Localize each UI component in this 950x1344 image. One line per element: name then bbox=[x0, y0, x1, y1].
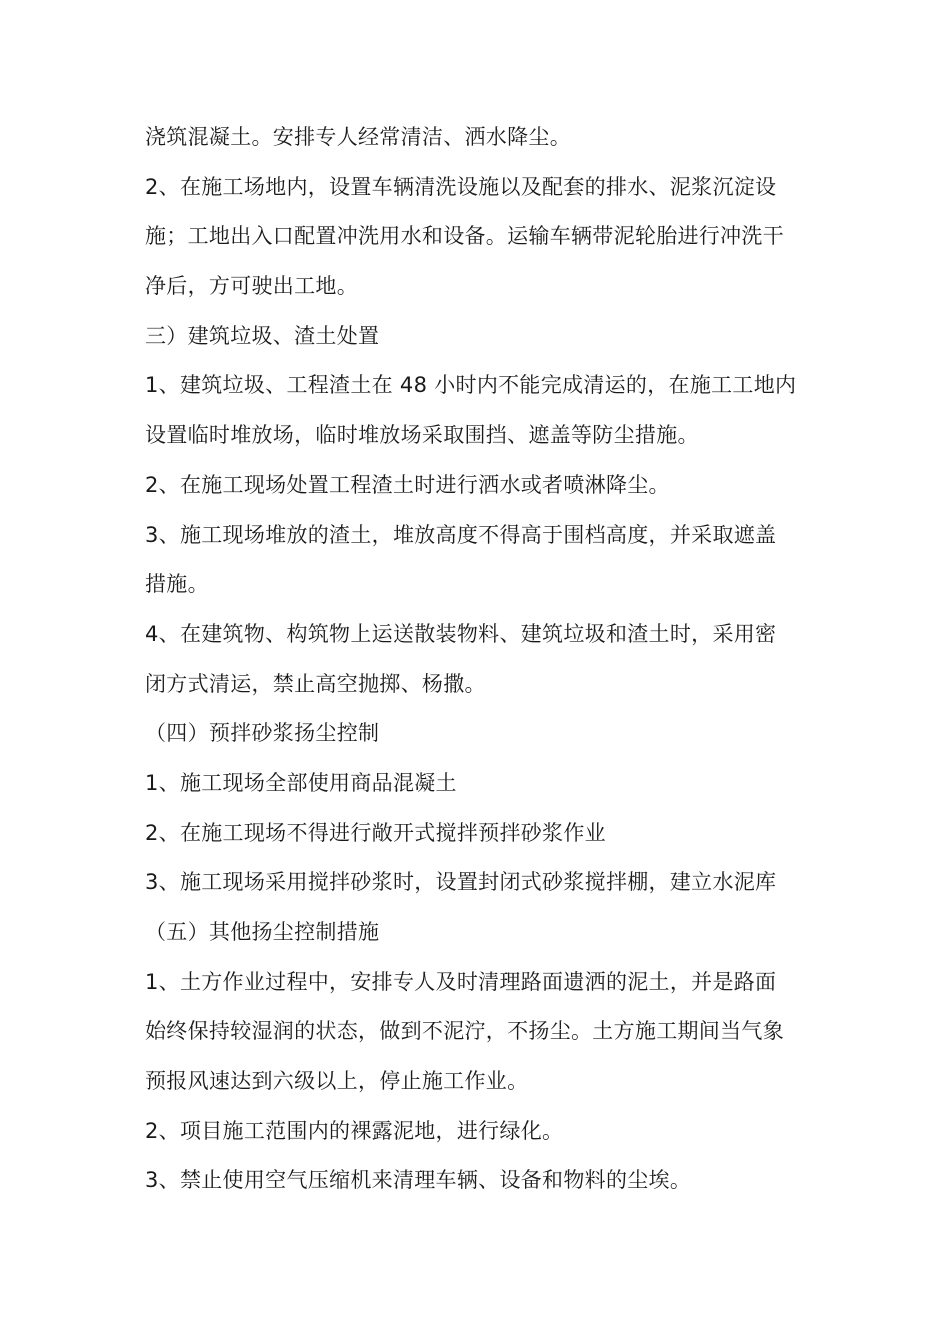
text-line: 始终保持较湿润的状态，做到不泥泞，不扬尘。土方施工期间当气象 bbox=[145, 1019, 784, 1044]
section-heading: （五）其他扬尘控制措施 bbox=[145, 920, 380, 944]
text-line: 2、项目施工范围内的裸露泥地，进行绿化。 bbox=[145, 1118, 564, 1143]
text-line: 浇筑混凝土。安排专人经常清洁、洒水降尘。 bbox=[145, 125, 571, 149]
text-line: 4、在建筑物、构筑物上运送散装物料、建筑垃圾和渣土时，采用密 bbox=[145, 621, 777, 646]
text-line: 2、在施工场地内，设置车辆清洗设施以及配套的排水、泥浆沉淀设 bbox=[145, 174, 777, 199]
text-line: 2、在施工现场不得进行敞开式搅拌预拌砂浆作业 bbox=[145, 820, 606, 845]
text-line: 1、施工现场全部使用商品混凝土 bbox=[145, 770, 457, 795]
text-line: 净后，方可驶出工地。 bbox=[145, 274, 358, 299]
text-line: 3、施工现场采用搅拌砂浆时，设置封闭式砂浆搅拌棚，建立水泥库 bbox=[145, 870, 777, 895]
text-line: 3、禁止使用空气压缩机来清理车辆、设备和物料的尘埃。 bbox=[145, 1168, 692, 1193]
text-line: 闭方式清运，禁止高空抛掷、杨撒。 bbox=[145, 671, 486, 696]
text-line: 1、建筑垃圾、工程渣土在 48 小时内不能完成清运的，在施工工地内 bbox=[145, 373, 797, 398]
text-line: 设置临时堆放场，临时堆放场采取围挡、遮盖等防尘措施。 bbox=[145, 423, 699, 448]
text-line: 2、在施工现场处置工程渣土时进行洒水或者喷淋降尘。 bbox=[145, 472, 670, 497]
text-line: 1、土方作业过程中，安排专人及时清理路面遗洒的泥土，并是路面 bbox=[145, 969, 777, 994]
section-heading: （四）预拌砂浆扬尘控制 bbox=[145, 721, 380, 746]
section-heading: 三）建筑垃圾、渣土处置 bbox=[145, 323, 380, 348]
text-line: 3、施工现场堆放的渣土，堆放高度不得高于围档高度，并采取遮盖 bbox=[145, 522, 777, 547]
text-line: 预报风速达到六级以上，停止施工作业。 bbox=[145, 1069, 529, 1094]
text-line: 措施。 bbox=[145, 572, 209, 597]
text-line: 施；工地出入口配置冲洗用水和设备。运输车辆带泥轮胎进行冲洗干 bbox=[145, 224, 784, 249]
document-body bbox=[145, 113, 817, 1206]
